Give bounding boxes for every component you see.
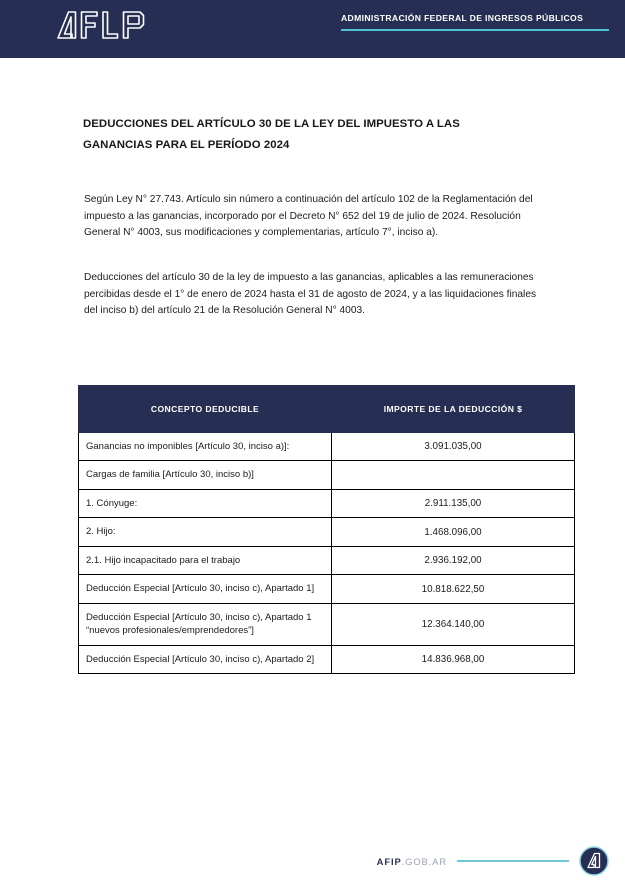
table-row (79, 645, 575, 673)
afip-logo-icon (52, 9, 157, 43)
cell-amount: 2.911.135,00 (332, 489, 575, 517)
footer-accent-line (457, 860, 569, 862)
cell-concept: Deducción Especial [Artículo 30, inciso c), Apartado 2] (79, 645, 332, 673)
header-accent-rule (341, 29, 609, 31)
intro-paragraph-1: Según Ley N° 27.743. Artículo sin número a continuación del artículo 102 de la Reglamentación del impuesto a las ganancias, incorporado por el Decreto N° 652 del 19 de julio de 2024. Resolución General N° 4003, sus modificaciones y complementarias, artículo 7°, inciso a). (84, 194, 533, 239)
cell-concept: Cargas de familia [Artículo 30, inciso b)] (79, 461, 332, 489)
cell-amount: 2.936.192,00 (332, 546, 575, 574)
table-row (79, 546, 575, 574)
column-header-concept: CONCEPTO DEDUCIBLE (79, 386, 332, 433)
intro-paragraph-2: Deducciones del artículo 30 de la ley de impuesto a las ganancias, aplicables a las remuneraciones percibidas desde el 1° de enero de 2024 hasta el 31 de agosto de 2024, y a las liquidaciones finales del inciso b) del artículo 21 de la Resolución General N° 4003. (84, 272, 537, 317)
header-title: ADMINISTRACIÓN FEDERAL DE INGRESOS PÚBLICOS (341, 13, 584, 23)
cell-amount (332, 461, 575, 489)
cell-amount: 1.468.096,00 (332, 518, 575, 546)
cell-concept: Deducción Especial [Artículo 30, inciso c), Apartado 1 “nuevos profesionales/emprendedores”] (79, 603, 332, 645)
cell-concept: 1. Cónyuge: (79, 489, 332, 517)
footer-brand-block (377, 846, 609, 876)
cell-amount: 10.818.622,50 (332, 575, 575, 603)
cell-concept: Deducción Especial [Artículo 30, inciso c), Apartado 1] (79, 575, 332, 603)
page-header (0, 0, 625, 58)
table-row (79, 433, 575, 461)
cell-amount: 14.836.968,00 (332, 645, 575, 673)
footer-url-rest: .GOB.AR (401, 855, 447, 867)
table-row (79, 489, 575, 517)
table-row (79, 575, 575, 603)
footer-url-bold: AFIP (376, 855, 402, 867)
cell-concept: 2.1. Hijo incapacitado para el trabajo (79, 546, 332, 574)
page-title: DEDUCCIONES DEL ARTÍCULO 30 DE LA LEY DEL IMPUESTO A LAS GANANCIAS PARA EL PERÍODO 2024 (83, 117, 460, 151)
footer-url[interactable] (377, 856, 447, 867)
table-head (79, 386, 575, 433)
cell-concept: Ganancias no imponibles [Artículo 30, inciso a)]: (79, 433, 332, 461)
table-body (79, 433, 575, 674)
cell-amount: 3.091.035,00 (332, 433, 575, 461)
cell-amount: 12.364.140,00 (332, 603, 575, 645)
afip-badge-icon (579, 846, 609, 876)
column-header-amount: IMPORTE DE LA DEDUCCIÓN $ (332, 386, 575, 433)
table-row (79, 461, 575, 489)
table-row (79, 603, 575, 645)
document-body (0, 58, 625, 884)
header-title-block (341, 13, 611, 31)
cell-concept: 2. Hijo: (79, 518, 332, 546)
deductions-table-container (78, 385, 548, 674)
page-footer (0, 838, 625, 884)
table-header-row (79, 386, 575, 433)
deductions-table (78, 385, 575, 674)
table-row (79, 518, 575, 546)
